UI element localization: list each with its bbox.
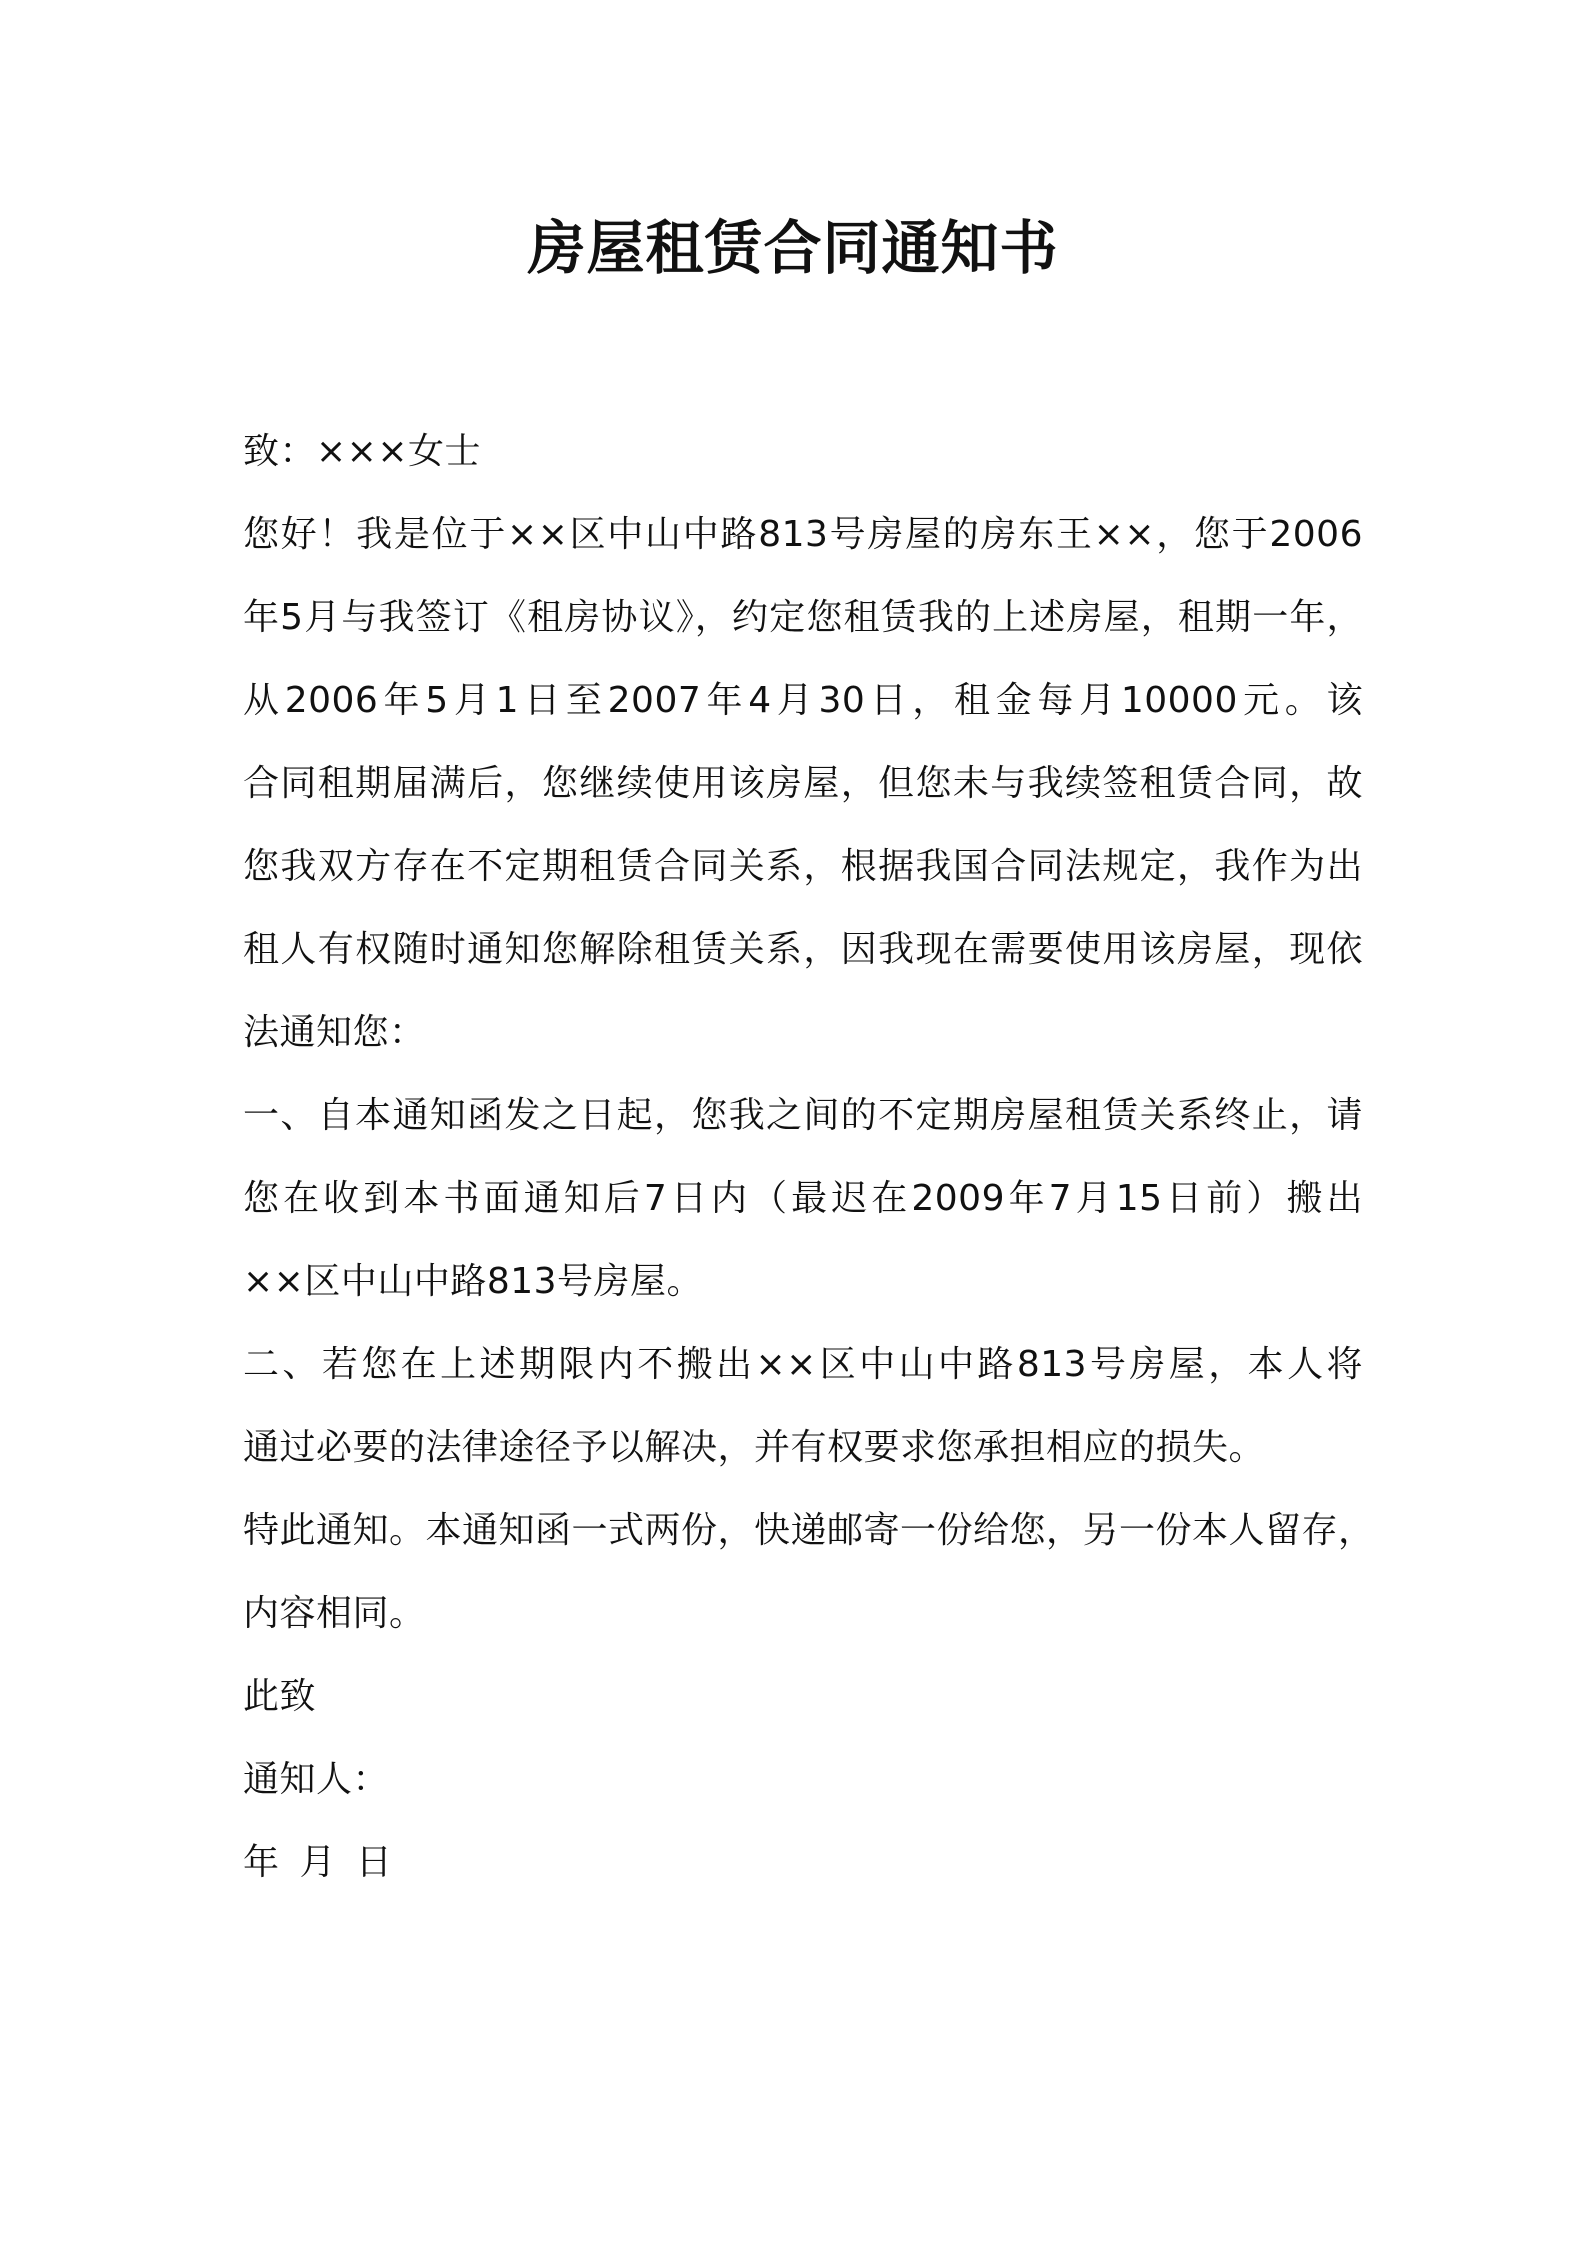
notifier-line: 通知人： [243, 1759, 390, 1800]
clause-one-line: 您在收到本书面通知后7日内（最迟在2009年7月15日前）搬出 [243, 1178, 1363, 1219]
closing-line: 特此通知。本通知函一式两份，快递邮寄一份给您，另一份本人留存， [243, 1510, 1375, 1551]
body-line: 您我双方存在不定期租赁合同关系，根据我国合同法规定，我作为出 [243, 846, 1363, 887]
salutation-line: 致：×××女士 [243, 431, 481, 472]
body-line: 法通知您： [243, 1012, 426, 1053]
body-line: 租人有权随时通知您解除租赁关系，因我现在需要使用该房屋，现依 [243, 929, 1363, 970]
body-line: 合同租期届满后，您继续使用该房屋，但您未与我续签租赁合同，故 [243, 763, 1363, 804]
date-line: 年 月 日 [243, 1842, 393, 1883]
document-body [243, 410, 1375, 1904]
regards-line: 此致 [243, 1676, 317, 1717]
clause-two-line: 二、若您在上述期限内不搬出××区中山中路813号房屋，本人将 [243, 1344, 1363, 1385]
clause-one-line: ××区中山中路813号房屋。 [243, 1261, 704, 1302]
body-line: 从2006年5月1日至2007年4月30日，租金每月10000元。该 [243, 680, 1363, 721]
clause-one-line: 一、自本通知函发之日起，您我之间的不定期房屋租赁关系终止，请 [243, 1095, 1363, 1136]
document-title: 房屋租赁合同通知书 [527, 214, 1059, 282]
body-line: 您好！我是位于××区中山中路813号房屋的房东王××，您于2006 [243, 514, 1363, 555]
clause-two-line: 通过必要的法律途径予以解决，并有权要求您承担相应的损失。 [243, 1427, 1266, 1468]
closing-line: 内容相同。 [243, 1593, 426, 1634]
body-line: 年5月与我签订《租房协议》，约定您租赁我的上述房屋，租期一年， [243, 597, 1363, 638]
